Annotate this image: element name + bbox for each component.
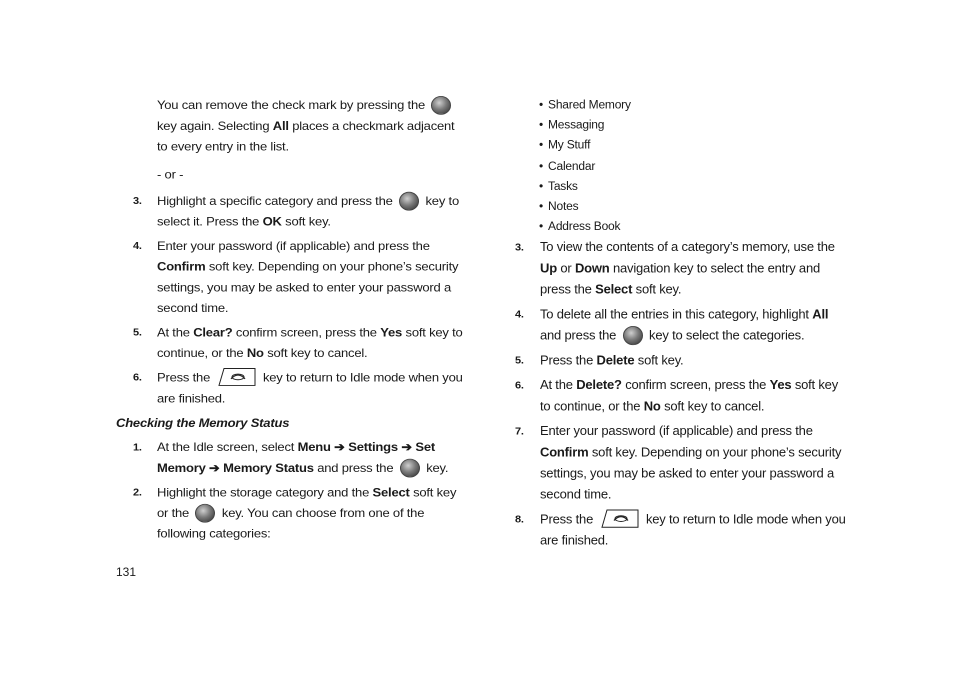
step-text: and press the (317, 460, 394, 475)
intro-text-d: places a checkmark adjacent to every entry in the list. (157, 118, 455, 154)
step-1-memory (116, 437, 466, 478)
intro-all: All (272, 118, 289, 133)
step-number: 5. (515, 355, 524, 367)
step-number: 5. (133, 327, 142, 339)
step-text: At the Idle screen, select (157, 439, 295, 455)
step-5-left (116, 322, 466, 363)
step-5-right (515, 350, 850, 371)
step-4-left (116, 236, 466, 319)
confirm-label: Confirm (540, 445, 589, 460)
step-text: Press the (540, 353, 594, 368)
step-text: Highlight a specific category and press the (157, 193, 393, 208)
all-label: All (812, 307, 829, 322)
step-3-right (515, 237, 850, 300)
step-text: Press the (540, 512, 594, 527)
end-key-icon (218, 367, 256, 386)
step-number: 3. (133, 195, 142, 207)
step-text: and press the (540, 328, 617, 343)
step-text: confirm screen, press the (235, 325, 377, 340)
step-text: At the (157, 325, 190, 340)
step-number: 7. (515, 426, 524, 438)
intro-text-a: You can remove the check mark by pressing the (157, 97, 425, 112)
step-text: key. You can choose from one of the following categories: (157, 505, 425, 541)
list-item: • Calendar (539, 156, 850, 176)
select-key-icon (431, 96, 451, 115)
step-text: soft key. (635, 282, 682, 297)
step-text: Highlight the storage category and the (157, 485, 370, 500)
step-text: navigation key to select the entry and press the (540, 261, 821, 297)
step-text: soft key to continue, or the (540, 378, 839, 414)
up-label: Up (540, 261, 557, 276)
step-8-right (515, 509, 850, 551)
select-key-icon (399, 191, 419, 210)
step-3-left (116, 191, 466, 232)
step-text: or (560, 261, 572, 276)
list-item: • Shared Memory (539, 95, 850, 115)
step-6-left (116, 368, 466, 409)
select-key-icon (400, 458, 420, 477)
step-number: 6. (515, 380, 524, 392)
list-item: • My Stuff (539, 136, 850, 156)
step-7-right (515, 421, 850, 505)
confirm-label: Confirm (157, 259, 206, 274)
step-text: key. (426, 460, 449, 475)
step-text: soft key to cancel. (664, 399, 765, 414)
list-item: • Messaging (539, 115, 850, 135)
delete-label: Delete (596, 353, 635, 368)
step-text: To delete all the entries in this category, highlight (540, 307, 809, 322)
step-text: soft key or the (157, 485, 457, 520)
step-text: Enter your password (if applicable) and press the (157, 238, 430, 253)
down-label: Down (574, 261, 610, 276)
list-item: • Tasks (539, 176, 850, 196)
step-4-right (515, 304, 850, 346)
yes-label: Yes (380, 325, 403, 340)
step-text: soft key to continue, or the (157, 325, 463, 361)
select-label: Select (372, 485, 410, 500)
step-text: soft key. (637, 353, 684, 368)
section-heading: Checking the Memory Status (116, 415, 290, 430)
step-number: 4. (133, 240, 142, 252)
step-text: Enter your password (if applicable) and press the (540, 424, 813, 439)
intro-paragraph (157, 95, 466, 157)
intro-text-b: key again. Selecting (157, 118, 270, 133)
page-number: 131 (116, 565, 137, 579)
step-number: 1. (133, 441, 142, 454)
ok-label: OK (262, 214, 282, 229)
end-key-icon (601, 509, 639, 528)
step-text: To view the contents of a category’s memory, use the (540, 240, 835, 255)
step-text: key to return to Idle mode when you are finished. (157, 370, 463, 406)
category-list (539, 95, 850, 237)
step-number: 2. (133, 486, 142, 499)
step-text: key to select it. Press the (157, 193, 459, 229)
select-key-icon (195, 503, 215, 522)
delete-confirm-label: Delete? (576, 378, 622, 393)
step-text: Press the (157, 370, 211, 385)
step-text: key to select the categories. (649, 328, 805, 343)
step-text: confirm screen, press the (625, 378, 767, 393)
step-2-memory (116, 482, 466, 544)
step-text: soft key to cancel. (267, 345, 368, 361)
menu-path: Menu ➔ Settings ➔ Set Memory ➔ Memory Status (157, 439, 436, 475)
clear-label: Clear? (193, 325, 233, 340)
select-key-icon (623, 326, 643, 345)
left-column (116, 95, 466, 548)
step-text: key to return to Idle mode when you are finished. (540, 512, 846, 548)
step-text: soft key. (285, 214, 331, 229)
no-label: No (246, 345, 264, 361)
list-item: • Address Book (539, 217, 850, 237)
no-label: No (643, 399, 661, 414)
step-text: soft key. Depending on your phone’s security settings, you may be asked to enter your password a second time. (540, 445, 842, 502)
step-6-right (515, 375, 850, 417)
step-text: At the (540, 378, 573, 393)
right-column (515, 95, 850, 555)
step-number: 3. (515, 242, 524, 254)
or-separator: - or - (157, 167, 184, 182)
step-number: 6. (133, 372, 142, 384)
step-text: soft key. Depending on your phone’s security settings, you may be asked to enter your password a second time. (157, 259, 459, 315)
list-item: • Notes (539, 197, 850, 217)
yes-label: Yes (769, 378, 792, 393)
select-label: Select (595, 282, 633, 297)
step-number: 8. (515, 514, 524, 526)
step-number: 4. (515, 309, 524, 321)
